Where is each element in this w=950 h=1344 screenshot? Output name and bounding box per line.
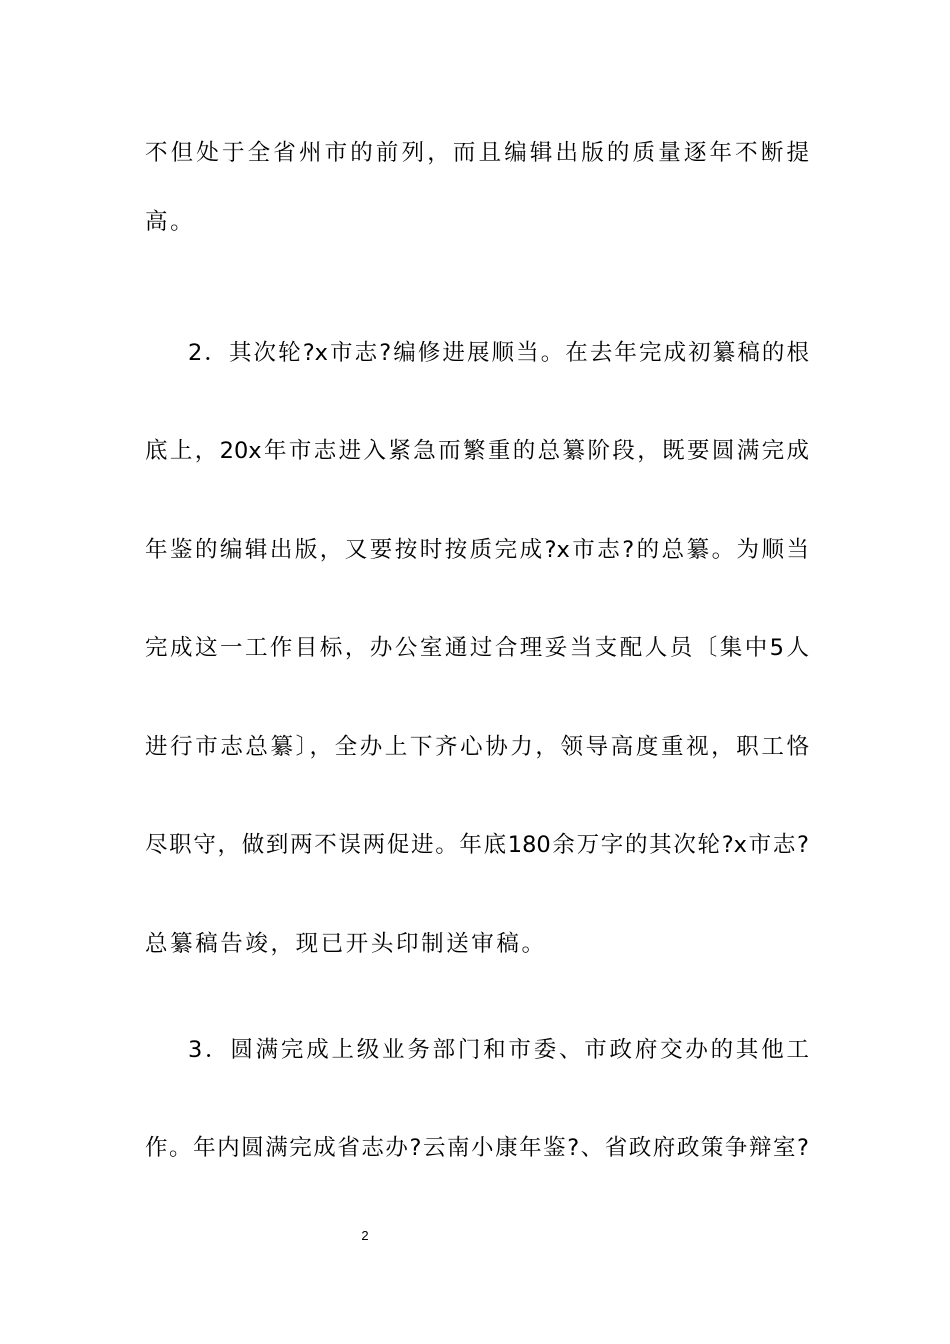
body-text-line-10: 3．圆满完成上级业务部门和市委、市政府交办的其他工 [188,1037,809,1063]
body-text-line-9: 总纂稿告竣，现已开头印制送审稿。 [145,931,547,957]
body-text-line-11: 作。年内圆满完成省志办?云南小康年鉴?、省政府政策争辩室? [145,1135,809,1161]
body-text-line-4: 底上，20x年市志进入紧急而繁重的总纂阶段，既要圆满完成 [145,438,809,464]
body-text-line-6: 完成这一工作目标，办公室通过合理妥当支配人员〔集中5人 [145,635,809,661]
body-text-line-8: 尽职守，做到两不误两促进。年底180余万字的其次轮?x市志? [145,832,809,858]
body-text-line-2: 高。 [145,209,196,235]
page-number: 2 [361,1228,369,1243]
body-text-line-7: 进行市志总纂〕，全办上下齐心协力，领导高度重视，职工恪 [145,734,809,760]
body-text-line-5: 年鉴的编辑出版，又要按时按质完成?x市志?的总纂。为顺当 [145,537,809,563]
body-text-line-3: 2．其次轮?x市志?编修进展顺当。在去年完成初纂稿的根 [188,340,809,366]
body-text-line-1: 不但处于全省州市的前列，而且编辑出版的质量逐年不断提 [145,140,809,166]
